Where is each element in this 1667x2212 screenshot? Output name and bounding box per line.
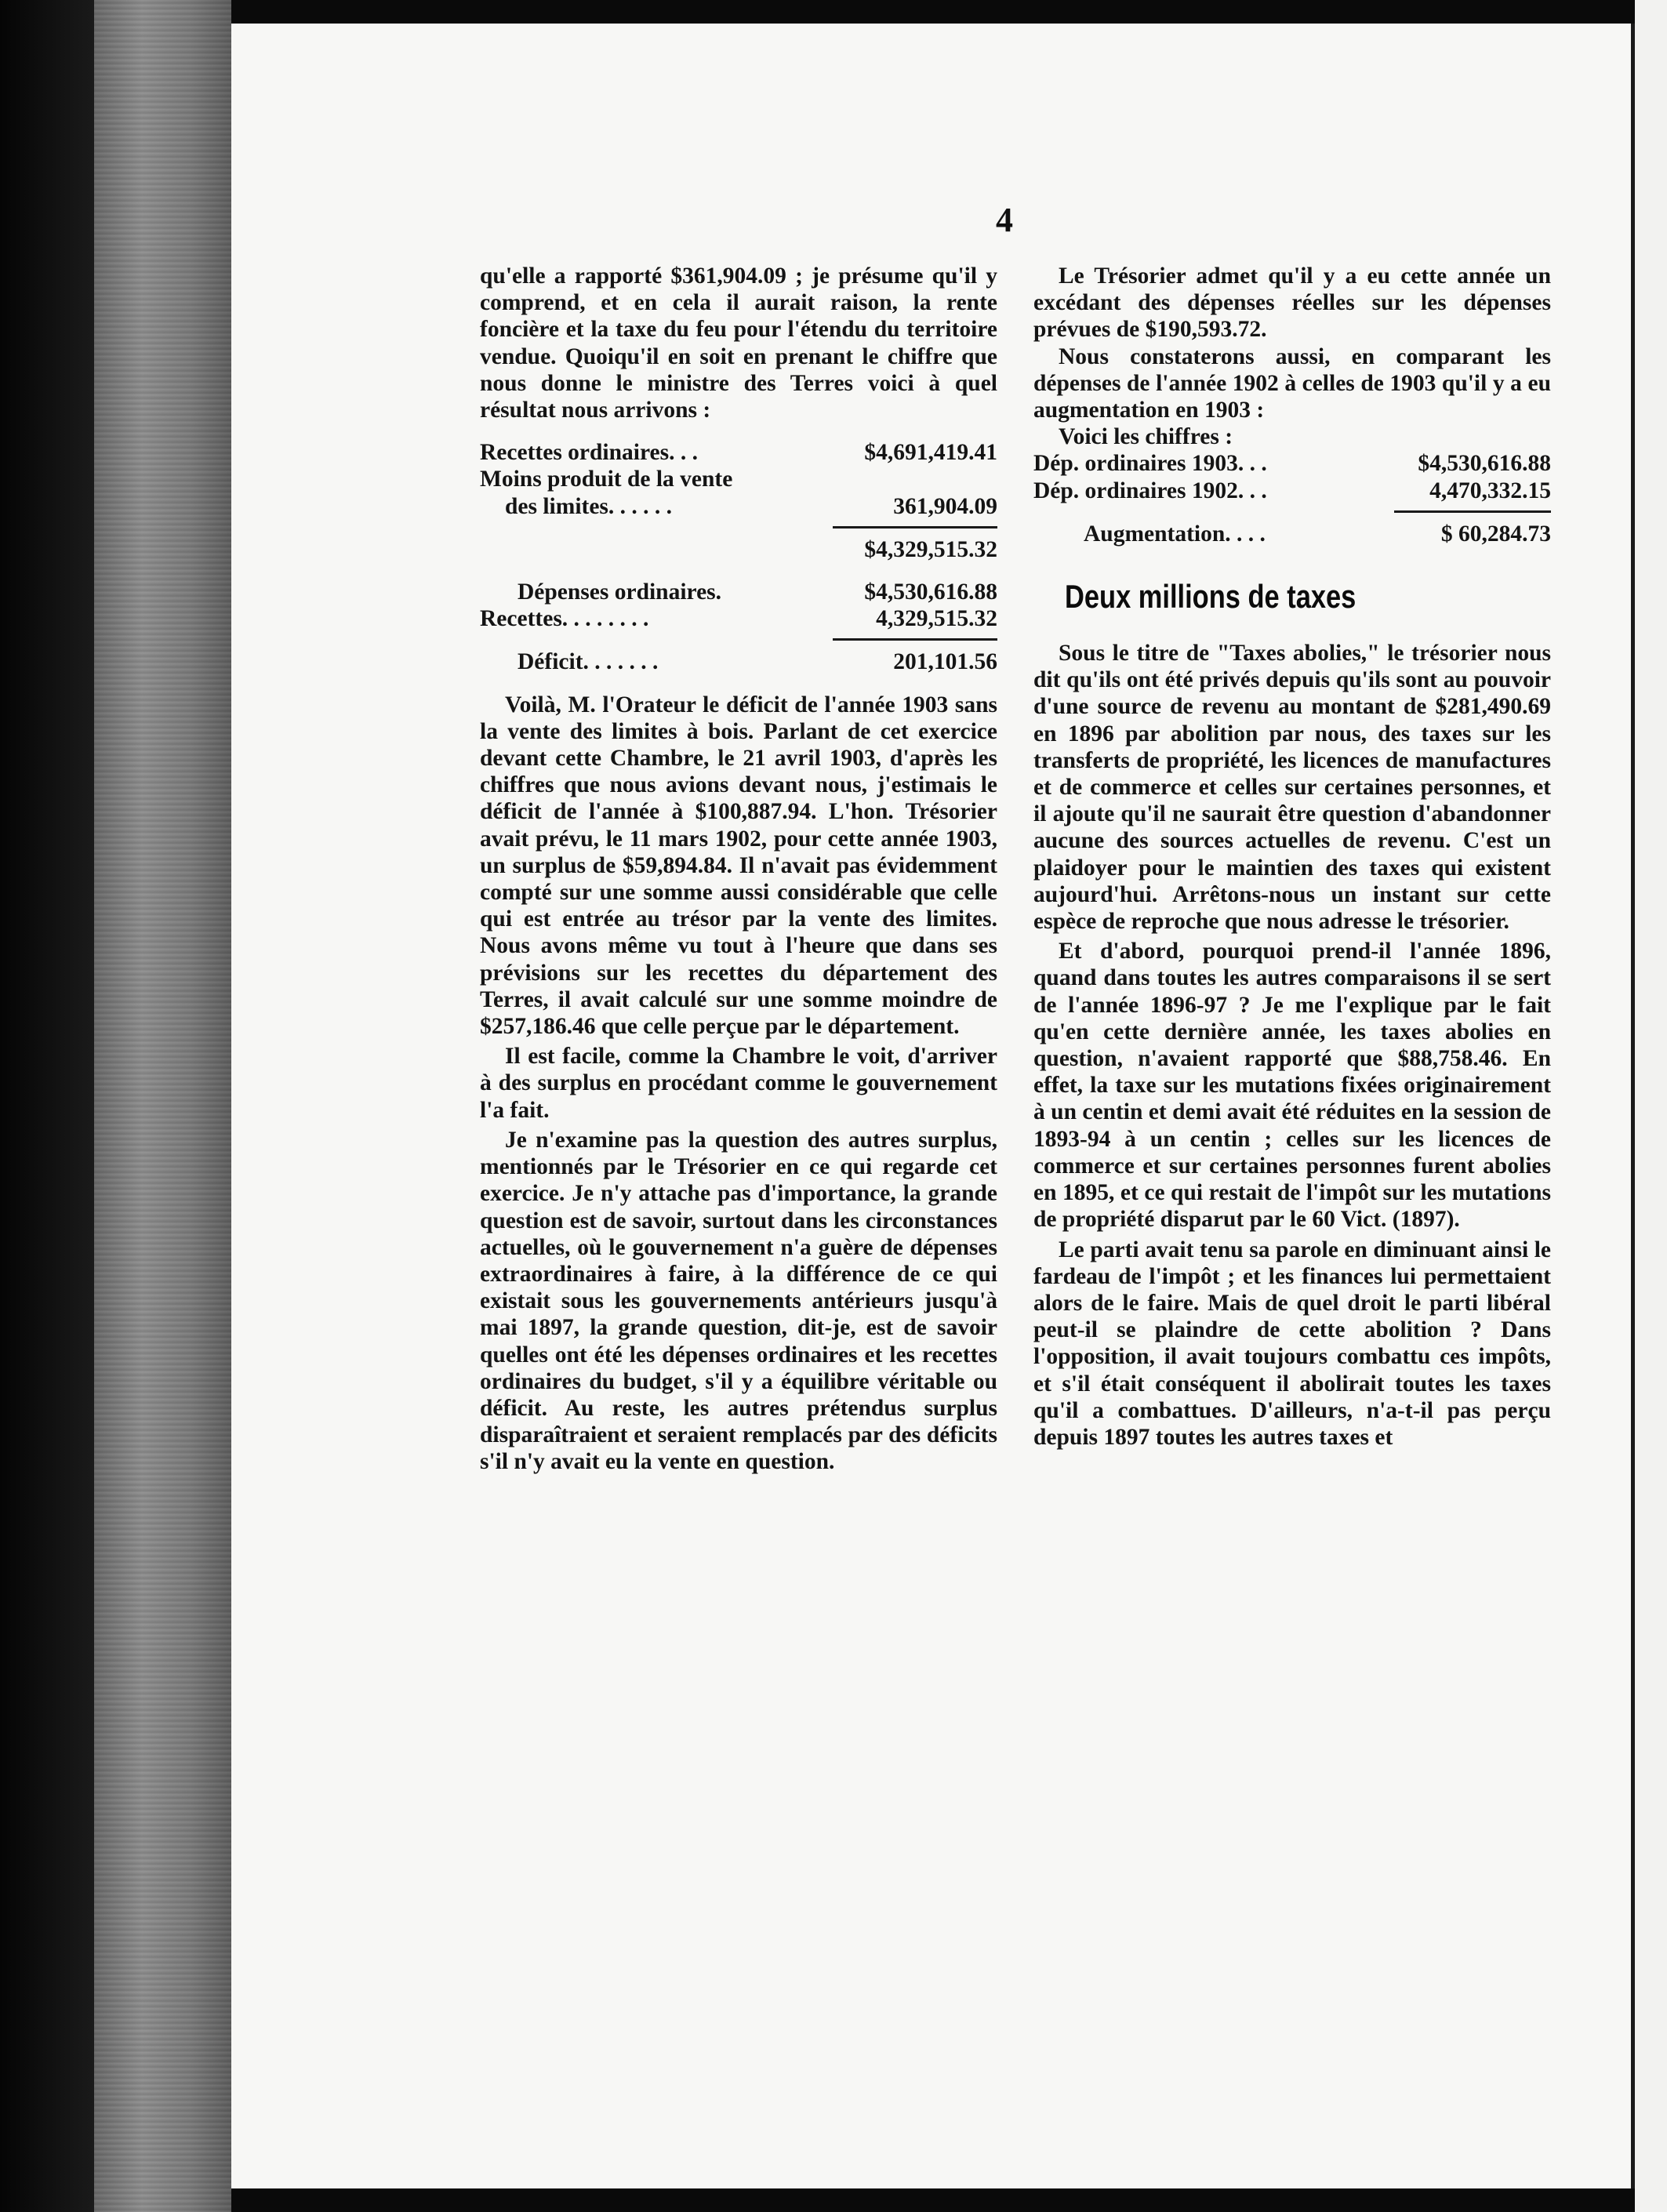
figure-row	[480, 493, 997, 520]
figure-value: $4,530,616.88	[1418, 451, 1551, 477]
figure-label: Dépenses ordinaires.	[518, 579, 722, 605]
sum-rule	[833, 638, 997, 641]
figure-row	[480, 648, 997, 675]
figure-row	[1033, 478, 1551, 504]
paragraph: Voilà, M. l'Orateur le déficit de l'année 1903 sans la vente des limites à bois. Parlant de cet exercice devant cette Chambre, le 21 avril 1903, d'après les chiffres que nous avions devant nous, j'estimais le déficit de l'année à $100,887.94. L'hon. Trésorier avait prévu, le 11 mars 1902, pour cette année 1903, un surplus de $59,894.84. Il n'avait pas évidemment compté sur une somme aussi considérable que celle qui est entrée au trésor par la vente des limites. Nous avons même vu tout à l'heure que dans ses prévisions sur les recettes du département des Terres, il avait calculé sur une somme moindre de $257,186.46 que celle perçue par le département.	[480, 692, 997, 1040]
paragraph: Sous le titre de "Taxes abolies," le trésorier nous dit qu'ils ont été privés depuis qu'ils sont au pouvoir d'une source de revenu au montant de $281,490.69 en 1896 par abolition par nous, des taxes sur les transferts de propriété, les licences de manufactures et de commerce et celles sur certaines personnes, et il ajoute qu'il ne saurait être question d'abandonner aucune des sources actuelles de revenu. C'est un plaidoyer pour le maintien des taxes qui existent aujourd'hui. Arrêtons-nous un instant sur cette espèce de reproche que nous adresse le trésorier.	[1033, 641, 1551, 935]
figure-row	[1033, 450, 1551, 477]
calculation-block-increase	[1033, 450, 1551, 547]
book-spine	[94, 0, 231, 2212]
paragraph: Le Trésorier admet qu'il y a eu cette année un excédant des dépenses réelles sur les dépenses prévues de $190,593.72.	[1033, 263, 1551, 343]
figure-value: $ 60,284.73	[1440, 521, 1551, 547]
paragraph: Il est facile, comme la Chambre le voit, d'arriver à des surplus en procédant comme le gouvernement l'a fait.	[480, 1044, 997, 1123]
figure-label: Dép. ordinaires 1902. . .	[1033, 478, 1267, 503]
paragraph: Je n'examine pas la question des autres surplus, mentionnés par le Trésorier en ce qui regarde cet exercice. Je n'y attache pas d'importance, la grande question est de savoir, surtout dans les circonstances actuelles, où le gouvernement n'a guère de dépenses extraordinaires à faire, à la différence de ce qui existait sous les gouvernements antérieurs jusqu'à mai 1897, la grande question, dit-je, est de savoir quelles ont été les dépenses ordinaires et les recettes ordinaires du budget, s'il y a équilibre véritable ou déficit. Au reste, les autres prétendus surplus disparaîtraient et seraient remplacés par des déficits s'il n'y avait eu la vente en question.	[480, 1127, 997, 1475]
paragraph: qu'elle a rapporté $361,904.09 ; je présume qu'il y comprend, et en cela il aurait raison, la rente foncière et la taxe du feu pour l'étendu du territoire vendue. Quoiqu'il en soit en prenant le chiffre que nous donne le ministre des Terres voici à quel résultat nous arrivons :	[480, 263, 997, 423]
paragraph: Voici les chiffres :	[1059, 424, 1233, 450]
calculation-block-deficit	[480, 579, 997, 676]
right-column	[1033, 263, 1551, 1451]
sum-rule	[833, 526, 997, 528]
figure-value: $4,691,419.41	[864, 440, 997, 466]
paragraph: Le parti avait tenu sa parole en diminuant ainsi le fardeau de l'impôt ; et les finances lui permettaient alors de le faire. Mais de quel droit le parti libéral peut-il se plaindre de cette abolition ? Dans l'opposition, il avait toujours combattu ces impôts, et s'il était conséquent il abolirait toutes les taxes qu'il a combattues. D'ailleurs, n'a-t-il pas perçu depuis 1897 toutes les autres taxes et	[1033, 1237, 1551, 1450]
figure-label: Recettes ordinaires. . .	[480, 440, 698, 466]
calculation-block-receipts	[480, 439, 997, 563]
figure-row	[1033, 521, 1551, 547]
left-column	[480, 263, 997, 1476]
figure-label: Recettes. . . . . . . .	[480, 606, 649, 632]
figure-row	[480, 466, 997, 492]
figure-total: $4,329,515.32	[864, 536, 997, 562]
figure-value: 201,101.56	[893, 649, 997, 675]
figure-value: $4,530,616.88	[864, 579, 997, 605]
paragraph: Nous constaterons aussi, en comparant les dépenses de l'année 1902 à celles de 1903 qu'il y a eu augmentation en 1903 :	[1033, 343, 1551, 423]
sum-rule	[1394, 510, 1551, 513]
figure-value: 4,470,332.15	[1429, 478, 1551, 503]
figure-row	[480, 439, 997, 466]
figure-row	[480, 605, 997, 632]
scan-left-edge	[0, 0, 94, 2212]
scan-right-margin	[1635, 0, 1667, 2212]
figure-value: 4,329,515.32	[876, 606, 997, 632]
figure-value: 361,904.09	[893, 493, 997, 519]
paragraph: Et d'abord, pourquoi prend-il l'année 1896, quand dans toutes les autres comparaisons il se sert de l'année 1896-97 ? Je me l'explique par le fait qu'en cette dernière année, les taxes abolies en question, n'avaient rapporté que $88,758.46. En effet, la taxe sur les mutations fixées originairement à un centin et demi avait été réduites en la session de 1893-94 à un centin ; celles sur les licences de commerce et sur certaines personnes furent abolies en 1895, et ce qui restait de l'impôt sur les mutations de propriété disparut par le 60 Vict. (1897).	[1033, 939, 1551, 1233]
figure-label: des limites. . . . . .	[505, 493, 673, 519]
figure-label: Augmentation. . . .	[1084, 521, 1266, 547]
figure-row	[480, 579, 997, 605]
figure-label: Déficit. . . . . . .	[518, 649, 659, 675]
figure-label: Moins produit de la vente	[480, 467, 733, 492]
page-number: 4	[996, 201, 1013, 239]
section-heading: Deux millions de taxes	[1065, 578, 1356, 616]
figure-label: Dép. ordinaires 1903. . .	[1033, 451, 1267, 477]
